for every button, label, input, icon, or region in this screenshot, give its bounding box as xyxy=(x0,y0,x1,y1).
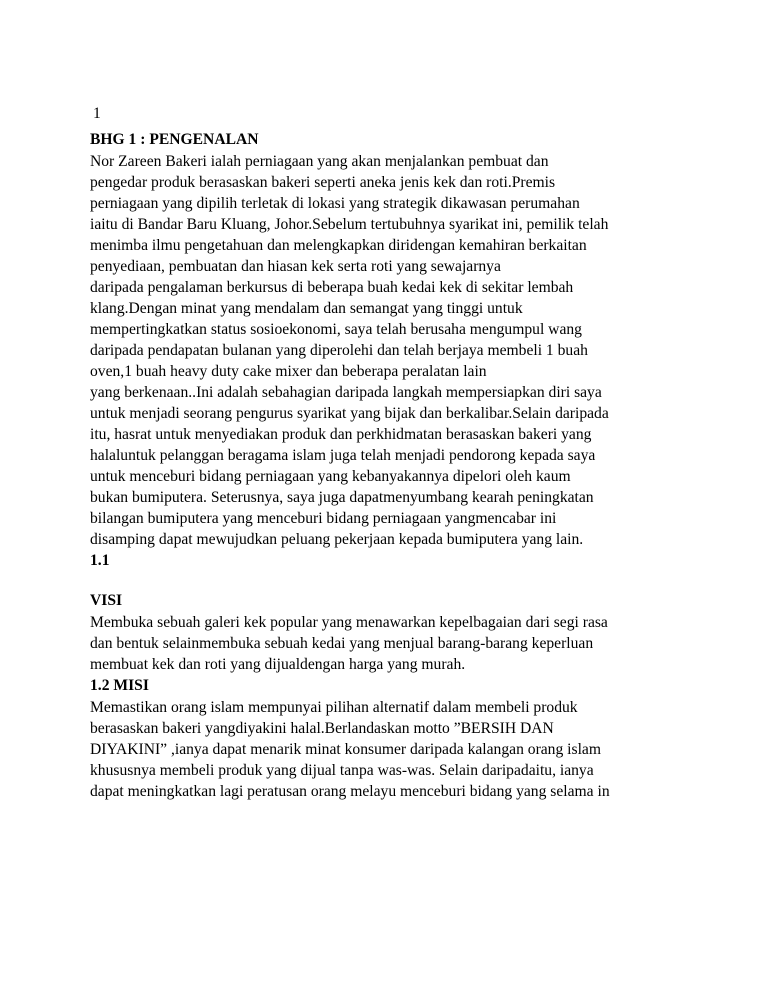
paragraph-line: bilangan bumiputera yang menceburi bidang perniagaan yangmencabar ini xyxy=(90,510,557,527)
paragraph-line: Nor Zareen Bakeri ialah perniagaan yang akan menjalankan pembuat dan xyxy=(90,153,549,170)
paragraph-line: membuat kek dan roti yang dijualdengan harga yang murah. xyxy=(90,656,466,673)
section-heading-misi: 1.2 MISI xyxy=(90,677,149,694)
paragraph-line: menimba ilmu pengetahuan dan melengkapkan diridengan kemahiran berkaitan xyxy=(90,237,587,254)
paragraph-line: penyediaan, pembuatan dan hiasan kek serta roti yang sewajarnya xyxy=(90,258,501,275)
paragraph-line: oven,1 buah heavy duty cake mixer dan beberapa peralatan lain xyxy=(90,363,487,380)
section-heading-visi: VISI xyxy=(90,592,123,609)
paragraph-line: berasaskan bakeri yangdiyakini halal.Berlandaskan motto ”BERSIH DAN xyxy=(90,720,554,737)
section-heading-pengenalan: BHG 1 : PENGENALAN xyxy=(90,131,259,148)
paragraph-line: DIYAKINI” ,ianya dapat menarik minat konsumer daripada kalangan orang islam xyxy=(90,741,601,758)
paragraph-line: halaluntuk pelanggan beragama islam juga telah menjadi pendorong kepada saya xyxy=(90,447,596,464)
paragraph-line: untuk menjadi seorang pengurus syarikat yang bijak dan berkalibar.Selain daripada xyxy=(90,405,609,422)
paragraph-line: itu, hasrat untuk menyediakan produk dan perkhidmatan berasaskan bakeri yang xyxy=(90,426,592,443)
paragraph-line: Membuka sebuah galeri kek popular yang menawarkan kepelbagaian dari segi rasa xyxy=(90,614,608,631)
paragraph-line: mempertingkatkan status sosioekonomi, saya telah berusaha mengumpul wang xyxy=(90,321,582,338)
paragraph-line: iaitu di Bandar Baru Kluang, Johor.Sebelum tertubuhnya syarikat ini, pemilik telah xyxy=(90,216,609,233)
paragraph-line: daripada pendapatan bulanan yang diperolehi dan telah berjaya membeli 1 buah xyxy=(90,342,588,359)
paragraph-line: klang.Dengan minat yang mendalam dan semangat yang tinggi untuk xyxy=(90,300,523,317)
paragraph-line: dapat meningkatkan lagi peratusan orang melayu menceburi bidang yang selama in xyxy=(90,783,610,800)
paragraph-line: Memastikan orang islam mempunyai pilihan alternatif dalam membeli produk xyxy=(90,699,578,716)
paragraph-line: perniagaan yang dipilih terletak di lokasi yang strategik dikawasan perumahan xyxy=(90,195,580,212)
page-number: 1 xyxy=(93,105,101,122)
paragraph-line: yang berkenaan..Ini adalah sebahagian daripada langkah mempersiapkan diri saya xyxy=(90,384,602,401)
section-number-1-1: 1.1 xyxy=(90,552,110,569)
paragraph-line: untuk menceburi bidang perniagaan yang kebanyakannya dipelori oleh kaum xyxy=(90,468,571,485)
paragraph-line: pengedar produk berasaskan bakeri seperti aneka jenis kek dan roti.Premis xyxy=(90,174,556,191)
paragraph-line: disamping dapat mewujudkan peluang pekerjaan kepada bumiputera yang lain. xyxy=(90,531,584,548)
paragraph-line: khususnya membeli produk yang dijual tanpa was-was. Selain daripadaitu, ianya xyxy=(90,762,594,779)
paragraph-line: daripada pengalaman berkursus di beberapa buah kedai kek di sekitar lembah xyxy=(90,279,574,296)
paragraph-line: dan bentuk selainmembuka sebuah kedai yang menjual barang-barang keperluan xyxy=(90,635,594,652)
paragraph-line: bukan bumiputera. Seterusnya, saya juga dapatmenyumbang kearah peningkatan xyxy=(90,489,594,506)
